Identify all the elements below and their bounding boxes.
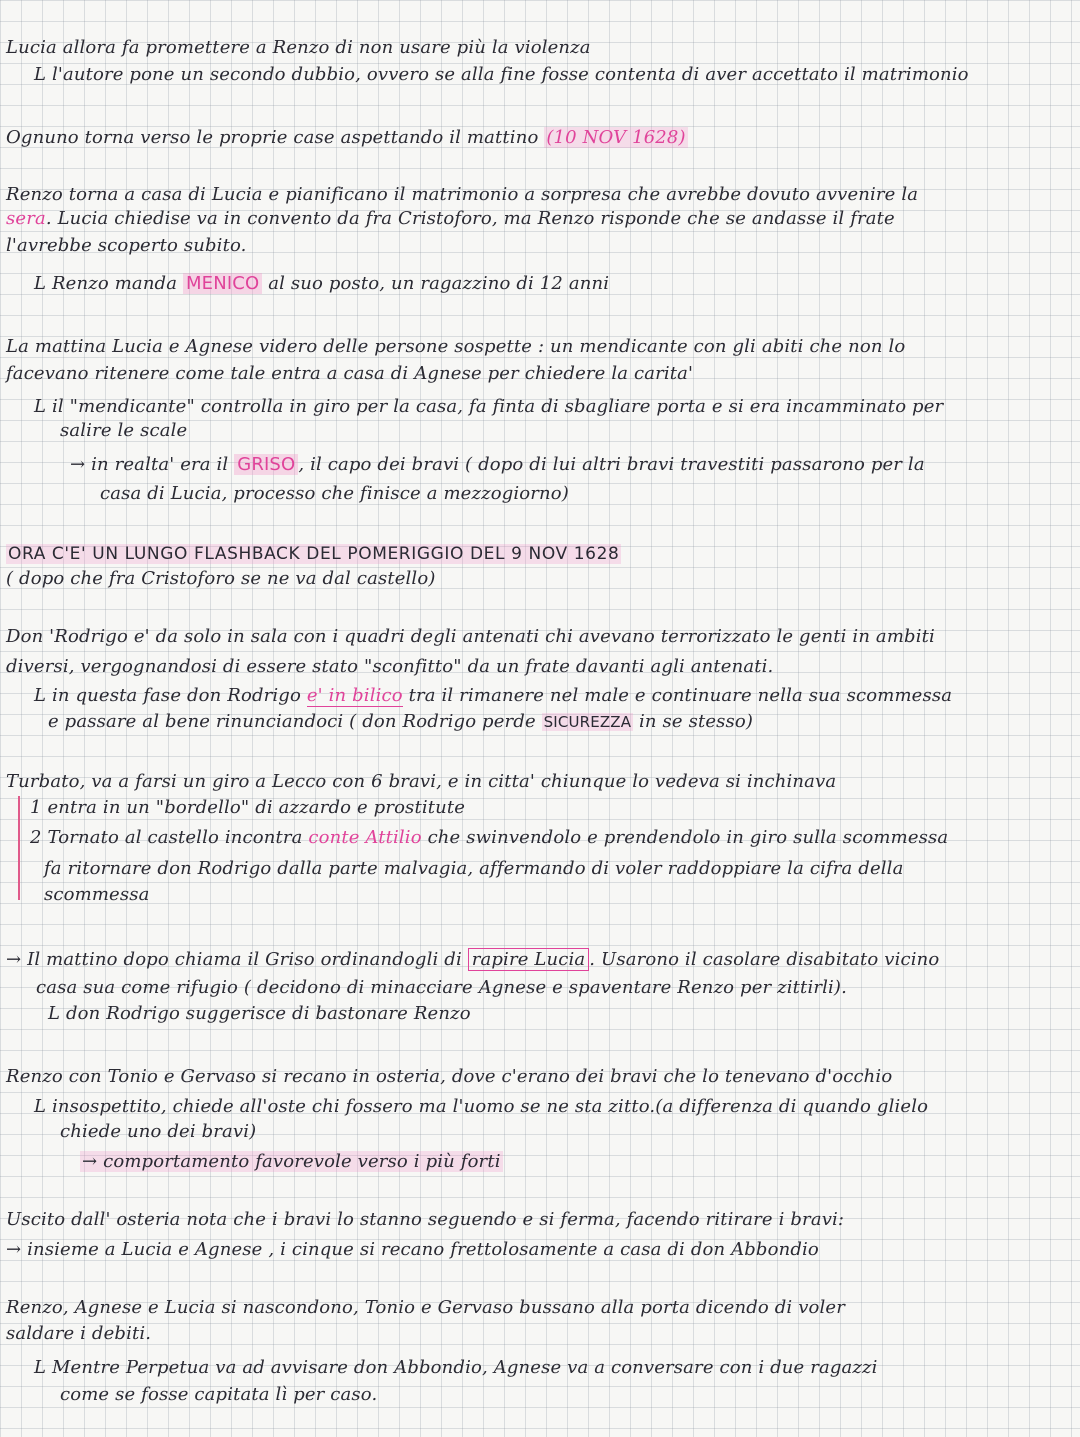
- note-text: Ognuno torna verso le proprie case aspettando il mattino: [6, 127, 539, 148]
- note-line: L il "mendicante" controlla in giro per la casa, fa finta di sbagliare porta e si era incamminato per: [34, 396, 944, 417]
- note-line: scommessa: [44, 884, 150, 905]
- note-line: → insieme a Lucia e Agnese , i cinque si recano frettolosamente a casa di don Abbondio: [6, 1239, 819, 1260]
- date-highlight: (10 NOV 1628): [546, 127, 686, 148]
- note-line: salire le scale: [60, 420, 188, 441]
- sera-highlight: sera: [6, 208, 46, 229]
- note-line: ( dopo che fra Cristoforo se ne va dal castello): [6, 568, 436, 589]
- note-line: [6, 948, 939, 972]
- attilio-highlight: conte Attilio: [308, 827, 422, 848]
- griso-highlight: GRISO: [234, 454, 298, 475]
- note-text: e passare al bene rinunciandoci ( don Rodrigo perde: [48, 711, 536, 732]
- note-line: Don 'Rodrigo e' da solo in sala con i quadri degli antenati chi avevano terrorizzato le genti in ambiti: [6, 626, 935, 647]
- note-line: [48, 710, 753, 734]
- note-line: L insospettito, chiede all'oste chi fossero ma l'uomo se ne sta zitto.(a differenza di quando glielo: [34, 1096, 929, 1117]
- note-line: Lucia allora fa promettere a Renzo di non usare più la violenza: [6, 37, 591, 58]
- note-line: L don Rodrigo suggerisce di bastonare Renzo: [48, 1003, 471, 1024]
- note-line: Renzo torna a casa di Lucia e pianificano il matrimonio a sorpresa che avrebbe dovuto avvenire la: [6, 184, 919, 205]
- note-text: in se stesso): [638, 711, 754, 732]
- note-text: . Usarono il casolare disabitato vicino: [589, 949, 940, 970]
- note-line: 1 entra in un "bordello" di azzardo e prostitute: [30, 797, 466, 818]
- note-text: L in questa fase don Rodrigo: [34, 685, 301, 706]
- note-line: Renzo con Tonio e Gervaso si recano in osteria, dove c'erano dei bravi che lo tenevano d'occhio: [6, 1066, 893, 1087]
- note-line: Renzo, Agnese e Lucia si nascondono, Tonio e Gervaso bussano alla porta dicendo di voler: [6, 1297, 845, 1318]
- note-line: diversi, vergognandosi di essere stato "sconfitto" da un frate davanti agli antenati.: [6, 656, 774, 677]
- note-line: [6, 126, 688, 150]
- note-line: casa di Lucia, processo che finisce a mezzogiorno): [100, 483, 569, 504]
- note-line: [34, 684, 952, 708]
- note-text: → Il mattino dopo chiama il Griso ordinandogli di: [6, 949, 462, 970]
- note-line: L Mentre Perpetua va ad avvisare don Abbondio, Agnese va a conversare con i due ragazzi: [34, 1357, 878, 1378]
- note-line: [30, 826, 948, 850]
- flashback-heading: [6, 542, 621, 566]
- note-line: fa ritornare don Rodrigo dalla parte malvagia, affermando di voler raddoppiare la cifra della: [44, 858, 904, 879]
- note-text: che swinvendolo e prendendolo in giro sulla scommessa: [427, 827, 949, 848]
- note-line: l'avrebbe scoperto subito.: [6, 235, 247, 256]
- note-line: [6, 207, 895, 231]
- bilico-highlight: e' in bilico: [306, 685, 403, 706]
- note-line: [34, 272, 609, 296]
- note-line: chiede uno dei bravi): [60, 1121, 257, 1142]
- note-text: → in realta' era il: [70, 454, 229, 475]
- note-line: La mattina Lucia e Agnese videro delle persone sospette : un mendicante con gli abiti che non lo: [6, 336, 906, 357]
- sicurezza-highlight: SICUREZZA: [543, 713, 632, 731]
- note-line: [80, 1150, 503, 1174]
- note-line: come se fosse capitata lì per caso.: [60, 1384, 378, 1405]
- note-line: saldare i debiti.: [6, 1323, 152, 1344]
- note-line: L l'autore pone un secondo dubbio, ovvero se alla fine fosse contenta di aver accettato il matrimonio: [34, 64, 969, 85]
- note-text: . Lucia chiedise va in convento da fra Cristoforo, ma Renzo risponde che se andasse il frate: [45, 208, 895, 229]
- margin-bar: [18, 796, 20, 900]
- note-line: Uscito dall' osteria nota che i bravi lo stanno seguendo e si ferma, facendo ritirare i bravi:: [6, 1209, 845, 1230]
- note-text: 2 Tornato al castello incontra: [30, 827, 303, 848]
- rapire-highlight: rapire Lucia: [468, 948, 590, 971]
- note-text: , il capo dei bravi ( dopo di lui altri bravi travestiti passarono per la: [298, 454, 925, 475]
- note-text: al suo posto, un ragazzino di 12 anni: [268, 273, 610, 294]
- behavior-highlight: → comportamento favorevole verso i più forti: [82, 1151, 501, 1172]
- note-line: casa sua come rifugio ( decidono di minacciare Agnese e spaventare Renzo per zittirli).: [36, 977, 847, 998]
- note-line: Turbato, va a farsi un giro a Lecco con 6 bravi, e in citta' chiunque lo vedeva si inchinava: [6, 771, 837, 792]
- heading-text: ORA C'E' UN LUNGO FLASHBACK DEL POMERIGGIO DEL 9 NOV 1628: [8, 544, 620, 564]
- note-text: tra il rimanere nel male e continuare nella sua scommessa: [408, 685, 953, 706]
- menico-highlight: MENICO: [183, 273, 262, 294]
- note-line: facevano ritenere come tale entra a casa di Agnese per chiedere la carita': [6, 363, 694, 384]
- note-text: L Renzo manda: [34, 273, 178, 294]
- note-line: [70, 453, 925, 477]
